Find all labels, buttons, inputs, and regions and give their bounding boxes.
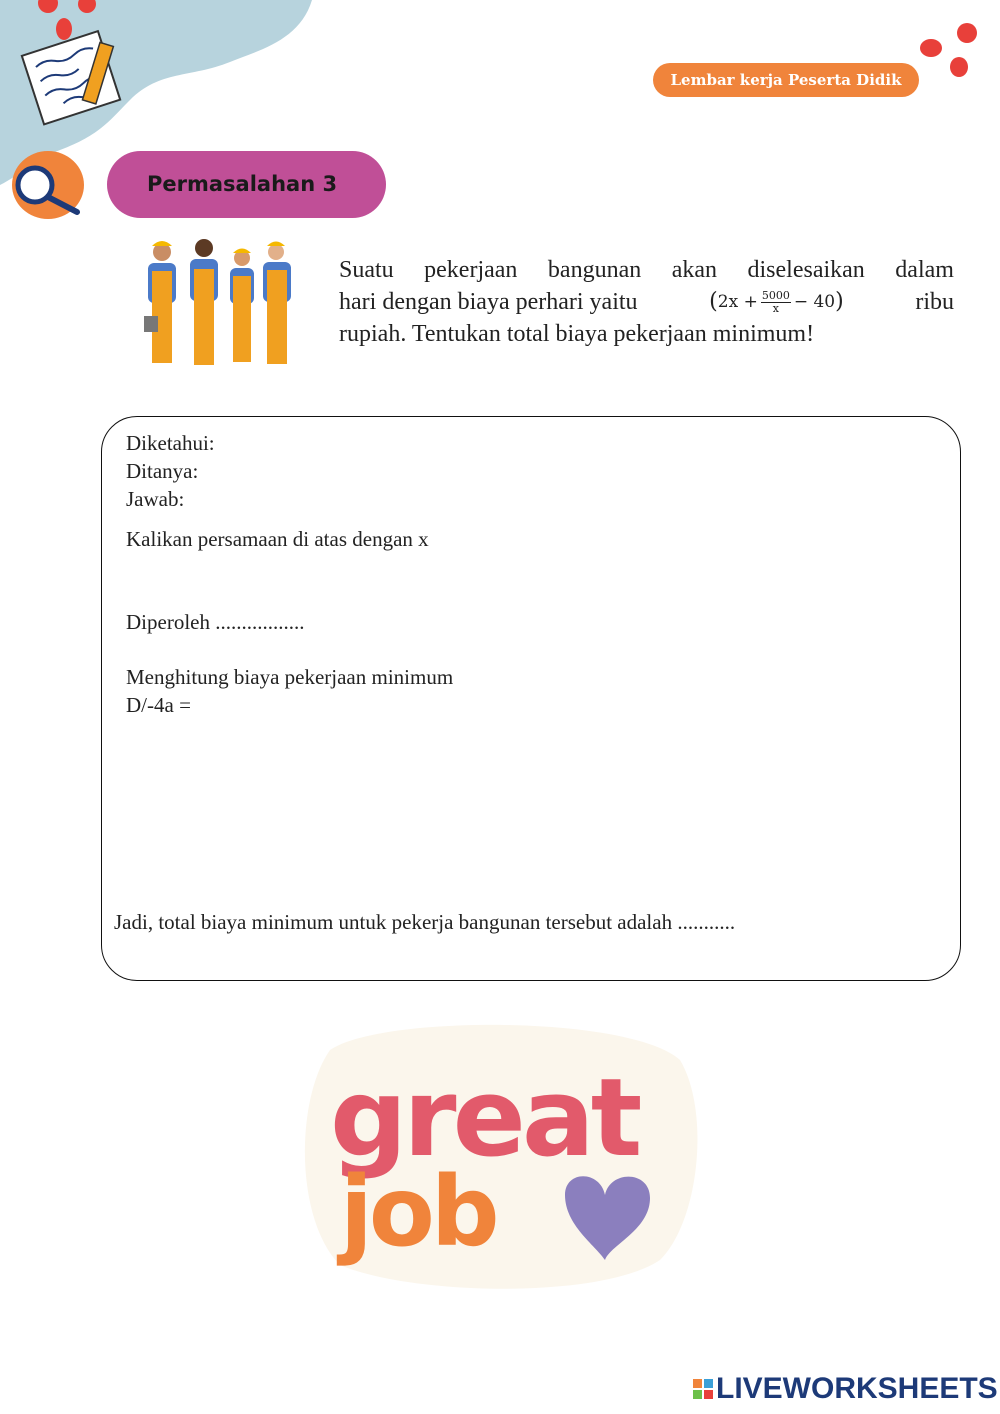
red-dot [920, 39, 942, 57]
worksheet-badge: Lembar kerja Peserta Didik [653, 63, 919, 97]
magnifier-icon [12, 151, 84, 219]
known-label: Diketahui: [126, 431, 215, 455]
sticker-word-great: great [330, 1056, 639, 1181]
problem-title: Permasalahan 3 [147, 172, 338, 196]
problem-title-pill [107, 151, 386, 218]
step-multiply-text: Kalikan persamaan di atas dengan x [126, 527, 429, 551]
great-job-sticker [300, 1020, 700, 1290]
red-dot [56, 18, 72, 40]
problem-line-1: Suatu pekerjaan bangunan akan diselesaikan dalam [339, 257, 954, 283]
answer-box [101, 416, 961, 981]
problem-line-3: rupiah. Tentukan total biaya pekerjaan minimum! [339, 321, 815, 347]
brand-name: LIVEWORKSHEETS [716, 1372, 998, 1405]
step-minimum-text: Menghitung biaya pekerjaan minimum [126, 665, 454, 689]
red-dot [957, 23, 977, 43]
sticker-word-job: job [340, 1156, 496, 1268]
liveworksheets-logo [693, 1372, 998, 1406]
problem-statement [339, 254, 954, 350]
obtained-text: Diperoleh ................. [126, 610, 305, 634]
asked-label: Ditanya: [126, 459, 199, 483]
red-dot [950, 57, 968, 77]
problem-line-2: hari dengan biaya perhari yaitu ( 2x + $\frac{5000}{x}$ − 40 ) ribu [339, 286, 954, 318]
liveworksheets-icon [693, 1379, 713, 1399]
answer-label: Jawab: [126, 487, 185, 511]
discriminant-formula: D/-4a = [126, 693, 191, 717]
construction-workers-illustration [144, 239, 291, 365]
formula-fraction: $\frac{5000}{x}$ [761, 288, 790, 315]
cost-formula: ( 2x + $\frac{5000}{x}$ − 40 ) [709, 288, 844, 315]
conclusion-text: Jadi, total biaya minimum untuk pekerja bangunan tersebut adalah ........... [114, 910, 736, 934]
